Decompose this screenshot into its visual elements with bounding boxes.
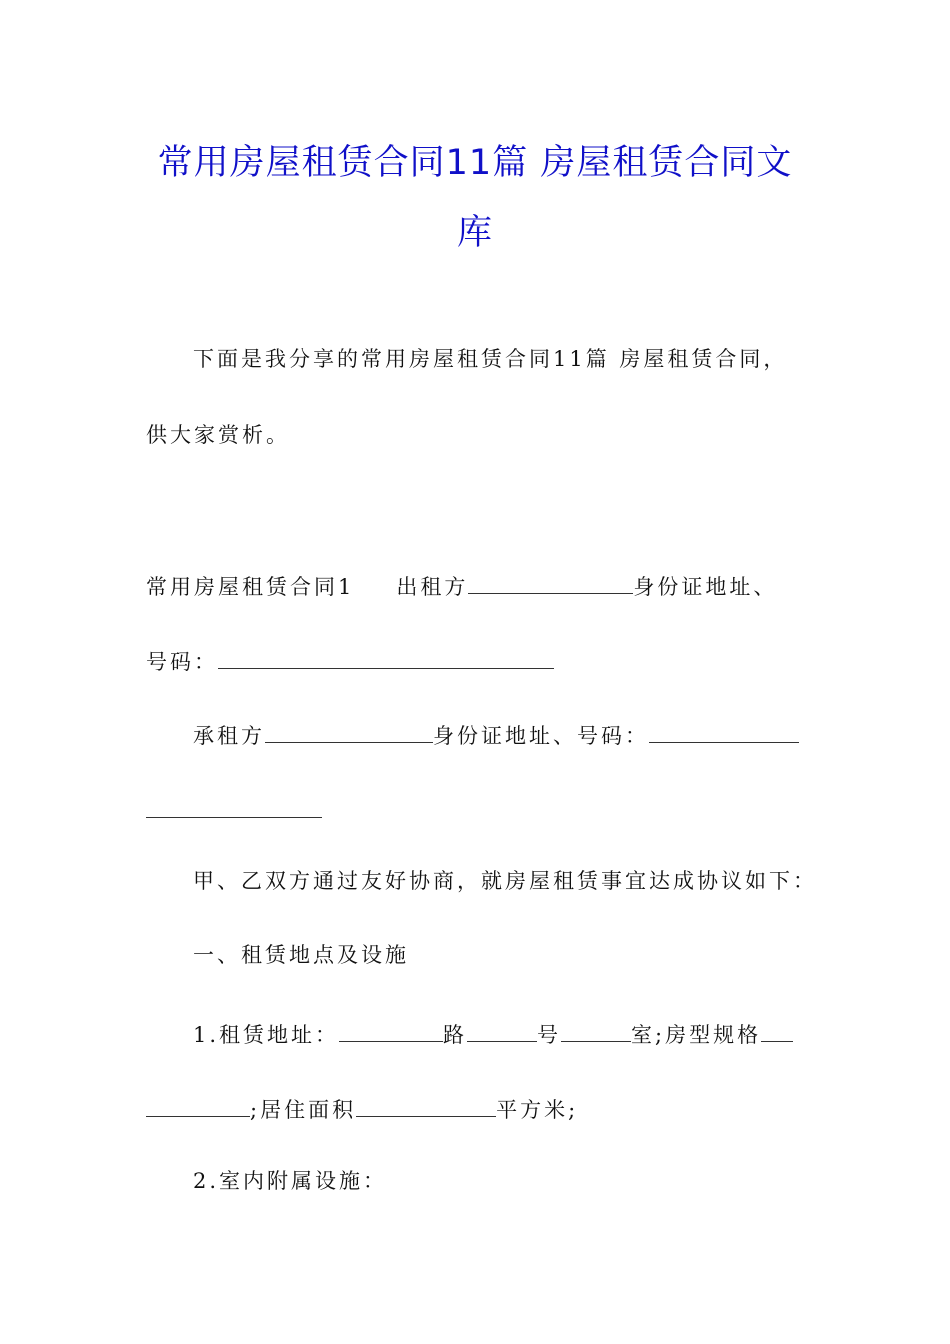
layout-blank-continued <box>146 1096 250 1117</box>
sqm-label: 平方米; <box>496 1098 579 1122</box>
lessee-id-blank <box>649 722 799 743</box>
intro-paragraph-line-1: 下面是我分享的常用房屋租赁合同11篇 房屋租赁合同， <box>193 347 788 371</box>
lessee-label: 承租方 <box>193 724 265 748</box>
lessee-id-blank-continued <box>146 797 322 818</box>
layout-blank <box>761 1021 793 1042</box>
item-2-line: 2.室内附属设施： <box>193 1169 388 1193</box>
room-blank <box>561 1021 631 1042</box>
item-1-line <box>193 1021 793 1046</box>
item-1-label: 1.租赁地址： <box>193 1023 340 1047</box>
lessor-name-blank <box>468 573 633 594</box>
lessor-line <box>146 573 777 598</box>
lessee-id-continued-line <box>146 797 322 822</box>
lessee-line <box>193 722 799 747</box>
section-1-heading: 一、租赁地点及设施 <box>193 943 409 967</box>
number-label: 号码： <box>146 650 218 674</box>
address-blank <box>339 1021 443 1042</box>
lessor-number-blank <box>218 648 554 669</box>
road-label: 路 <box>443 1023 468 1047</box>
lessee-id-label: 身份证地址、号码： <box>433 724 649 748</box>
area-blank <box>356 1096 496 1117</box>
area-label: ;居住面积 <box>250 1098 357 1122</box>
lessor-label: 出租方 <box>396 575 469 599</box>
id-address-label: 身份证地址、 <box>633 575 778 599</box>
lessor-number-line <box>146 648 554 673</box>
document-title-line-2: 库 <box>456 213 493 253</box>
intro-paragraph-line-2: 供大家赏析。 <box>146 423 290 447</box>
number-unit-label: 号 <box>537 1023 562 1047</box>
agreement-paragraph: 甲、乙双方通过友好协商，就房屋租赁事宜达成协议如下： <box>193 869 817 893</box>
road-number-blank <box>467 1021 537 1042</box>
document-title-line-1: 常用房屋租赁合同11篇 房屋租赁合同文 <box>157 143 793 183</box>
room-label: 室;房型规格 <box>631 1023 762 1047</box>
contract-heading: 常用房屋租赁合同1 <box>146 575 355 599</box>
item-1-continued-line <box>146 1096 578 1121</box>
lessee-name-blank <box>265 722 433 743</box>
